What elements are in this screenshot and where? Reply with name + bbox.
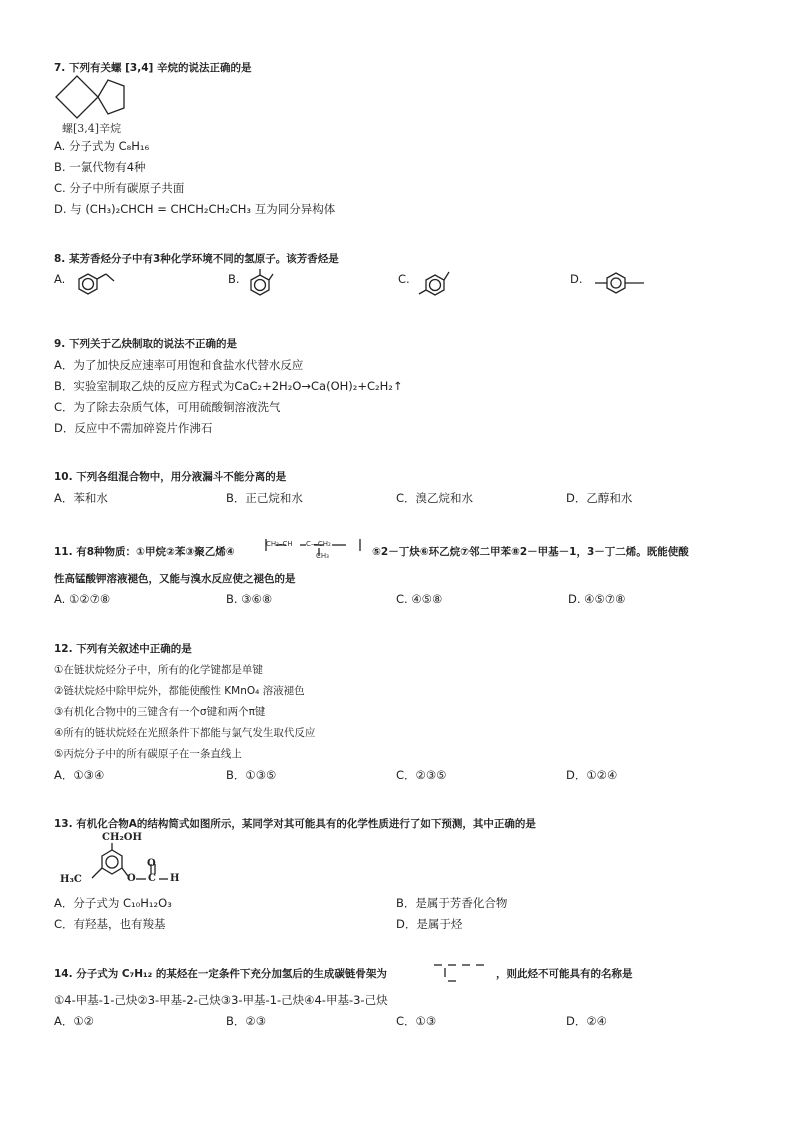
q11-stem-part2: ⑤2－丁炔⑥环乙烷⑦邻二甲苯⑧2－甲基－1，3－丁二烯。既能使酸: [372, 546, 689, 558]
q9-option-c[interactable]: C．为了除去杂质气体，可用硫酸铜溶液洗气: [54, 400, 281, 414]
formyl-h-label: H: [170, 873, 180, 884]
q8-option-d[interactable]: D.: [570, 272, 583, 286]
q14-option-a[interactable]: A．①②: [54, 1014, 94, 1028]
q10-option-c[interactable]: C．溴乙烷和水: [396, 491, 474, 505]
q10-stem: 10. 下列各组混合物中，用分液漏斗不能分离的是: [54, 471, 287, 483]
carbonyl-c-label: C: [148, 873, 156, 884]
q8-option-b[interactable]: B.: [228, 272, 240, 286]
q11-option-d[interactable]: D. ④⑤⑦⑧: [568, 592, 626, 606]
h3c-label: H₃C: [60, 874, 82, 885]
q10-option-b[interactable]: B．正己烷和水: [226, 491, 303, 505]
o-xylene-structure: [246, 270, 276, 300]
q13-option-c[interactable]: C．有羟基，也有羧基: [54, 917, 166, 931]
m-xylene-structure: [416, 270, 456, 300]
q12-option-c[interactable]: C．②③⑤: [396, 768, 447, 782]
q7-option-c[interactable]: C. 分子中所有碳原子共面: [54, 181, 185, 195]
q8-option-a[interactable]: A.: [54, 272, 66, 286]
q14-stem-part2: ，则此烃不可能具有的名称是: [496, 968, 633, 980]
q7-option-a[interactable]: A. 分子式为 C₈H₁₆: [54, 139, 150, 153]
spiro-caption: 螺[3,4]辛烷: [62, 122, 122, 135]
q12-option-b[interactable]: B．①③⑤: [226, 768, 277, 782]
q12-option-a[interactable]: A．①③④: [54, 768, 105, 782]
q13-option-a[interactable]: A．分子式为 C₁₀H₁₂O₃: [54, 896, 172, 910]
polymer-methyl-icon: CH₃: [316, 552, 329, 560]
q7-stem: 7. 下列有关螺 [3,4] 辛烷的说法正确的是: [54, 62, 252, 74]
q9-stem: 9. 下列关于乙炔制取的说法不正确的是: [54, 338, 237, 350]
q8-stem: 8. 某芳香烃分子中有3种化学环境不同的氢原子。该芳香烃是: [54, 253, 339, 265]
q12-option-d[interactable]: D．①②④: [566, 768, 618, 782]
q12-stem: 12. 下列有关叙述中正确的是: [54, 643, 192, 655]
p-xylene-structure: [590, 272, 650, 298]
q14-option-b[interactable]: B．②③: [226, 1014, 267, 1028]
q7-option-d[interactable]: D. 与 (CH₃)₂CHCH = CHCH₂CH₂CH₃ 互为同分异构体: [54, 202, 336, 216]
q11-option-a[interactable]: A. ①②⑦⑧: [54, 592, 111, 606]
q7-option-b[interactable]: B. 一氯代物有4种: [54, 160, 146, 174]
q13-option-b[interactable]: B．是属于芳香化合物: [396, 896, 508, 910]
carbon-skeleton-structure: [428, 959, 492, 989]
q10-option-d[interactable]: D．乙醇和水: [566, 491, 633, 505]
spiro-octane-structure: [56, 76, 128, 120]
q8-option-c[interactable]: C.: [398, 272, 410, 286]
ethylbenzene-structure: [74, 272, 134, 300]
polymer-fragment-icon: CH₂–CH C—CH₂: [266, 540, 331, 548]
q12-statement-5: ⑤丙烷分子中的所有碳原子在一条直线上: [54, 748, 242, 760]
q9-option-a[interactable]: A．为了加快反应速率可用饱和食盐水代替水反应: [54, 358, 304, 372]
q11-option-c[interactable]: C. ④⑤⑧: [396, 592, 443, 606]
q10-option-a[interactable]: A．苯和水: [54, 491, 108, 505]
q12-statement-1: ①在链状烷烃分子中，所有的化学键都是单键: [54, 664, 263, 676]
q14-names: ①4-甲基-1-己炔②3-甲基-2-己炔③3-甲基-1-己炔④4-甲基-3-己炔: [54, 993, 388, 1007]
q12-statement-3: ③有机化合物中的三键含有一个σ键和两个π键: [54, 706, 266, 718]
q13-option-d[interactable]: D．是属于烃: [396, 917, 463, 931]
ch2oh-label: CH₂OH: [102, 832, 142, 843]
q14-stem-part1: 14. 分子式为 C₇H₁₂ 的某烃在一定条件下充分加氢后的生成碳链骨架为: [54, 968, 387, 980]
q14-option-c[interactable]: C．①③: [396, 1014, 437, 1028]
ester-o-label: O: [127, 873, 136, 884]
carbonyl-o-label: O: [147, 858, 156, 869]
q9-option-b[interactable]: B．实验室制取乙炔的反应方程式为CaC₂+2H₂O→Ca(OH)₂+C₂H₂↑: [54, 379, 403, 393]
q12-statement-4: ④所有的链状烷烃在光照条件下都能与氯气发生取代反应: [54, 727, 316, 739]
q11-stem-part1: 11. 有8种物质：①甲烷②苯③聚乙烯④: [54, 546, 235, 558]
compound-a-structure: [60, 834, 190, 894]
q9-option-d[interactable]: D．反应中不需加碎瓷片作沸石: [54, 421, 213, 435]
q13-stem: 13. 有机化合物A的结构简式如图所示，某同学对其可能具有的化学性质进行了如下预测，其中正确的是: [54, 818, 536, 830]
q12-statement-2: ②链状烷烃中除甲烷外，都能使酸性 KMnO₄ 溶液褪色: [54, 685, 305, 697]
q14-option-d[interactable]: D．②④: [566, 1014, 607, 1028]
q11-stem-part3: 性高锰酸钾溶液褪色，又能与溴水反应使之褪色的是: [54, 573, 296, 585]
q11-option-b[interactable]: B. ③⑥⑧: [226, 592, 273, 606]
